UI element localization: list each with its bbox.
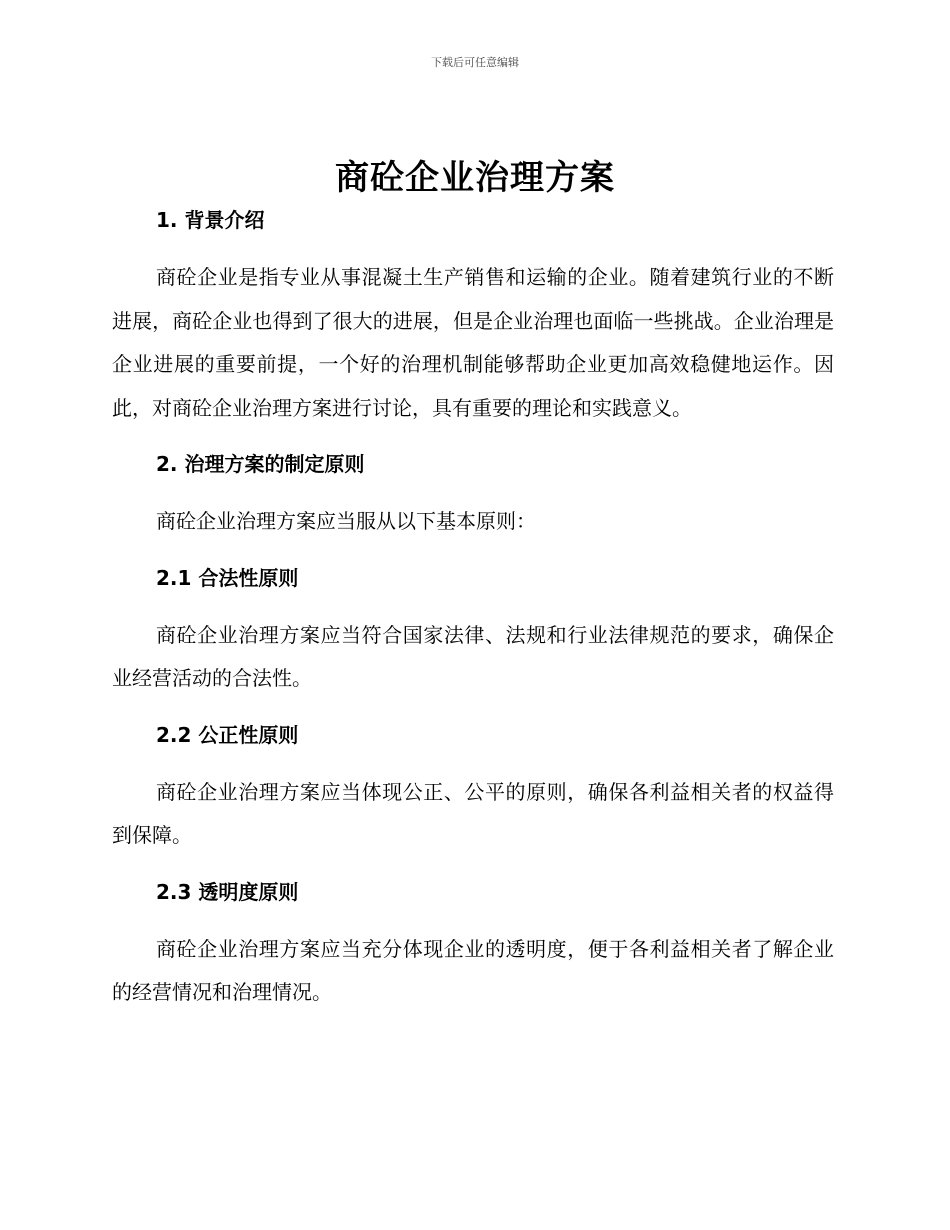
section-paragraph-principles: 商砼企业治理方案应当服从以下基本原则： xyxy=(156,509,536,533)
page-header-note: 下载后可任意编辑 xyxy=(431,56,519,69)
section-heading-legality: 2.1 合法性原则 xyxy=(156,565,299,590)
document-title: 商砼企业治理方案 xyxy=(335,158,615,198)
section-paragraph-fairness: 商砼企业治理方案应当体现公正、公平的原则，确保各利益相关者的权益得到保障。 xyxy=(112,779,834,847)
section-paragraph-legality: 商砼企业治理方案应当符合国家法律、法规和行业法律规范的要求，确保企业经营活动的合法性。 xyxy=(112,622,834,690)
section-heading-transparency: 2.3 透明度原则 xyxy=(156,879,299,904)
section-heading-background: 1. 背景介绍 xyxy=(156,208,265,232)
section-heading-principles: 2. 治理方案的制定原则 xyxy=(156,452,365,476)
section-paragraph-transparency: 商砼企业治理方案应当充分体现企业的透明度，便于各利益相关者了解企业的经营情况和治理情况。 xyxy=(112,936,834,1004)
document-body xyxy=(112,201,834,1015)
section-paragraph-background: 商砼企业是指专业从事混凝土生产销售和运输的企业。随着建筑行业的不断进展，商砼企业也得到了很大的进展，但是企业治理也面临一些挑战。企业治理是企业进展的重要前提，一个好的治理机制能够帮助企业更加高效稳健地运作。因此，对商砼企业治理方案进行讨论，具有重要的理论和实践意义。 xyxy=(112,265,834,420)
section-heading-fairness: 2.2 公正性原则 xyxy=(156,722,299,747)
